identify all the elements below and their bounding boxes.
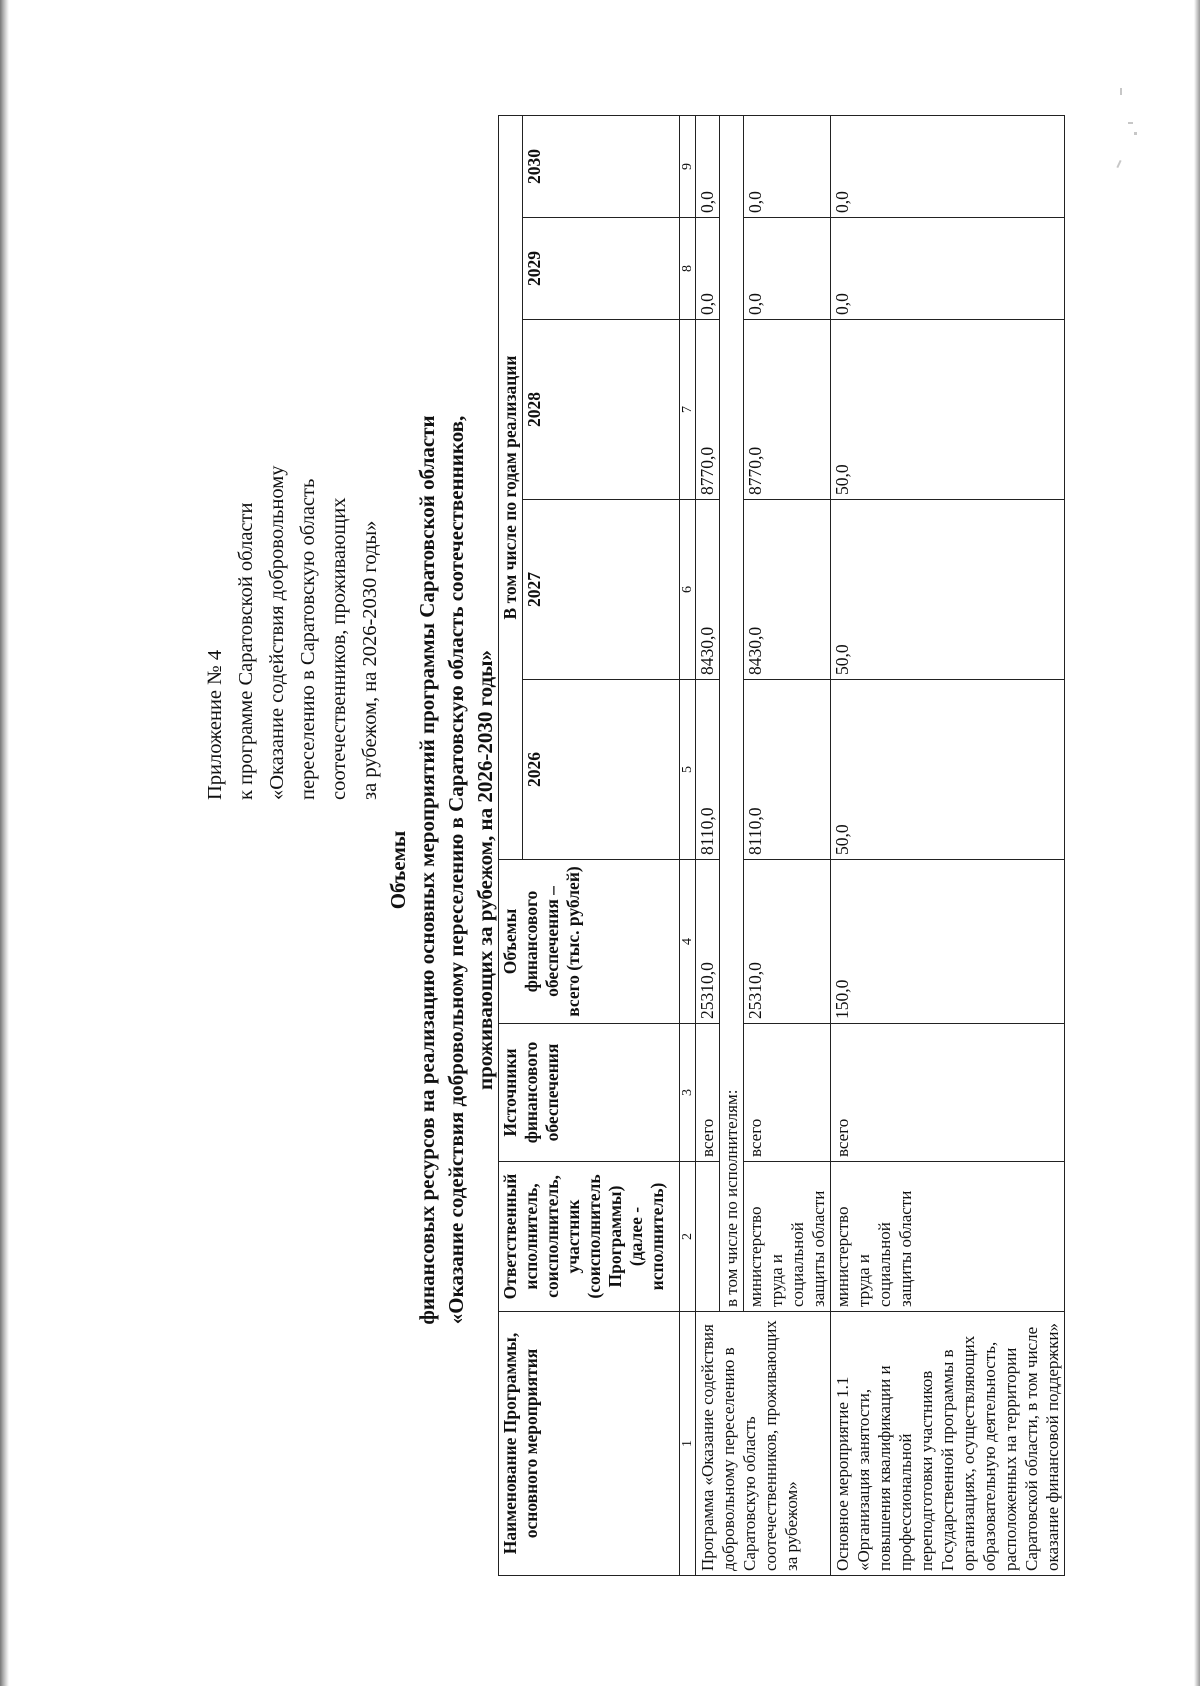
document-title: [384, 170, 500, 1570]
appendix-line: Приложение № 4: [204, 649, 226, 800]
column-number-row: [680, 115, 696, 1575]
header-sources: Источники финансового обеспечения: [499, 1024, 680, 1162]
year-value-cell: 50,0: [831, 680, 1065, 860]
year-value-cell: 8770,0: [696, 320, 720, 500]
appendix-line: за рубежом, на 2026-2030 годы»: [359, 520, 381, 800]
program-name-cell: Программа «Оказание содействия добровольному переселению в Саратовскую область соотечественников, проживающих за рубежом»: [696, 1312, 831, 1576]
source-cell: всего: [696, 1024, 720, 1162]
financing-table: [498, 115, 1065, 1576]
year-value-cell: 0,0: [744, 218, 831, 320]
year-value-cell: 50,0: [831, 320, 1065, 500]
table-row: [831, 115, 1065, 1575]
total-cell: 25310,0: [696, 860, 720, 1024]
year-value-cell: 8770,0: [744, 320, 831, 500]
title-line: финансовых ресурсов на реализацию основных мероприятий программы Саратовской области: [415, 415, 439, 1325]
appendix-block: [200, 240, 386, 800]
year-value-cell: 0,0: [831, 218, 1065, 320]
total-cell: 150,0: [831, 860, 1065, 1024]
header-year: 2030: [523, 115, 680, 217]
column-number: 4: [680, 860, 696, 1024]
year-value-cell: 8430,0: [744, 500, 831, 680]
header-executor: Ответственный исполнитель, соисполнитель, участник (соисполнитель Программы) (далее - исполнитель): [499, 1162, 680, 1312]
year-value-cell: 0,0: [831, 115, 1065, 217]
total-cell: 25310,0: [744, 860, 831, 1024]
year-value-cell: 50,0: [831, 500, 1065, 680]
column-number: 2: [680, 1162, 696, 1312]
header-year: 2029: [523, 218, 680, 320]
year-value-cell: 0,0: [696, 115, 720, 217]
header-volume: Объемы финансового обеспечения – всего (тыс. рублей): [499, 860, 680, 1024]
column-number: 8: [680, 218, 696, 320]
header-name: Наименование Программы, основного мероприятия: [499, 1312, 680, 1576]
column-number: 7: [680, 320, 696, 500]
executor-cell: [696, 1162, 720, 1312]
scan-edge-right: [1194, 0, 1200, 1686]
appendix-line: соотечественников, проживающих: [328, 497, 350, 800]
source-cell: всего: [831, 1024, 1065, 1162]
year-value-cell: 0,0: [696, 218, 720, 320]
header-year: 2026: [523, 680, 680, 860]
table-header-row: [499, 115, 523, 1575]
source-cell: всего: [744, 1024, 831, 1162]
year-value-cell: 8110,0: [696, 680, 720, 860]
title-line: Объемы: [386, 830, 410, 910]
year-value-cell: 8110,0: [744, 680, 831, 860]
year-value-cell: 0,0: [744, 115, 831, 217]
title-line: проживающих за рубежом, на 2026-2030 годы»: [473, 649, 497, 1091]
scan-edge-left: [0, 0, 9, 1686]
document-sheet: [70, 10, 1150, 1610]
appendix-line: переселению в Саратовскую область: [297, 478, 319, 800]
table-row: [696, 115, 720, 1575]
executor-cell: министерство труда и социальной защиты области: [831, 1162, 1065, 1312]
header-year: 2027: [523, 500, 680, 680]
measure-name-cell: Основное мероприятие 1.1 «Организация занятости, повышения квалификации и профессиональной переподготовки участников Государственной программы в организациях, осуществляющих образовательную деятельность, расположенных на территории Саратовской области, в том числе оказание финансовой поддержки»: [831, 1312, 1065, 1576]
appendix-line: к программе Саратовской области: [235, 502, 257, 800]
title-line: «Оказание содействия добровольному переселению в Саратовскую область соотечественников,: [444, 415, 468, 1325]
appendix-line: «Оказание содействия добровольному: [266, 465, 288, 800]
header-by-years: В том числе по годам реализации: [499, 115, 523, 859]
column-number: 5: [680, 680, 696, 860]
column-number: 3: [680, 1024, 696, 1162]
year-value-cell: 8430,0: [696, 500, 720, 680]
executor-cell: министерство труда и социальной защиты области: [744, 1162, 831, 1312]
column-number: 1: [680, 1312, 696, 1576]
column-number: 6: [680, 500, 696, 680]
column-number: 9: [680, 115, 696, 217]
header-year: 2028: [523, 320, 680, 500]
executors-subheading: в том числе по исполнителям:: [720, 115, 744, 1311]
